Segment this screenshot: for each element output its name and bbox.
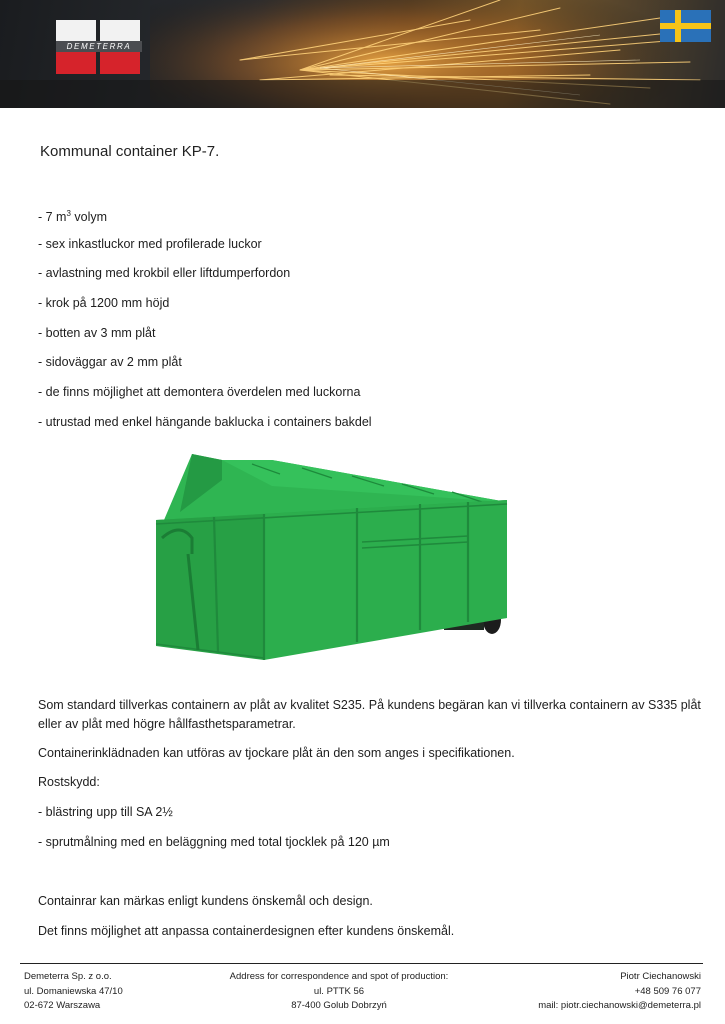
- feature-item: - de finns möjlighet att demontera överdelen med luckorna: [38, 385, 361, 400]
- logo-text: DEMETERRA: [66, 42, 132, 51]
- paragraph-rust-heading: Rostskydd:: [38, 775, 100, 789]
- footer-company: Demeterra Sp. z o.o. ul. Domaniewska 47/10 02-672 Warszawa: [24, 971, 123, 1011]
- feature-list: [38, 204, 372, 442]
- demeterra-logo: [56, 20, 142, 76]
- paragraph-design: Det finns möjlighet att anpassa containerdesignen efter kundens önskemål.: [38, 924, 455, 938]
- paragraph-blasting: - blästring upp till SA 2½: [38, 805, 173, 819]
- paragraph-thickness: Containerinklädnaden kan utföras av tjockare plåt än den som anges i specifikationen.: [38, 746, 515, 760]
- paragraph-marking: Containrar kan märkas enligt kundens önskemål och design.: [38, 894, 373, 908]
- paragraph-material: Som standard tillverkas containern av plåt av kvalitet S235. På kundens begäran kan vi tillverka containern av S335 plåt eller av plåt med högre hållfasthetsparametrar.: [38, 698, 701, 731]
- feature-item: - 7 $m^3$ volym: [38, 209, 108, 225]
- feature-item: - utrustad med enkel hängande baklucka i containers bakdel: [38, 414, 372, 429]
- footer-address: Address for correspondence and spot of production: ul. PTTK 56 87-400 Golub Dobrzyń: [229, 971, 449, 1011]
- page-title: Kommunal container KP-7.: [40, 143, 220, 160]
- swedish-flag-icon: [660, 10, 711, 42]
- footer-divider: [20, 963, 703, 964]
- feature-item: - botten av 3 mm plåt: [38, 325, 156, 340]
- paragraph-painting: - sprutmålning med en beläggning med total tjocklek på 120 µm: [38, 835, 390, 849]
- feature-item: - sidoväggar av 2 mm plåt: [38, 355, 182, 370]
- email-link[interactable]: mail: piotr.ciechanowski@demeterra.pl: [538, 1000, 701, 1011]
- header-banner: [0, 0, 725, 108]
- feature-item: - sex inkastluckor med profilerade luckor: [38, 236, 262, 251]
- feature-item: - avlastning med krokbil eller liftdumperfordon: [38, 266, 291, 281]
- feature-item: - krok på 1200 mm höjd: [38, 296, 170, 311]
- container-image: [152, 450, 520, 662]
- footer-contact: Piotr Ciechanowski +48 509 76 077 mail: piotr.ciechanowski@demeterra.pl: [538, 970, 701, 1014]
